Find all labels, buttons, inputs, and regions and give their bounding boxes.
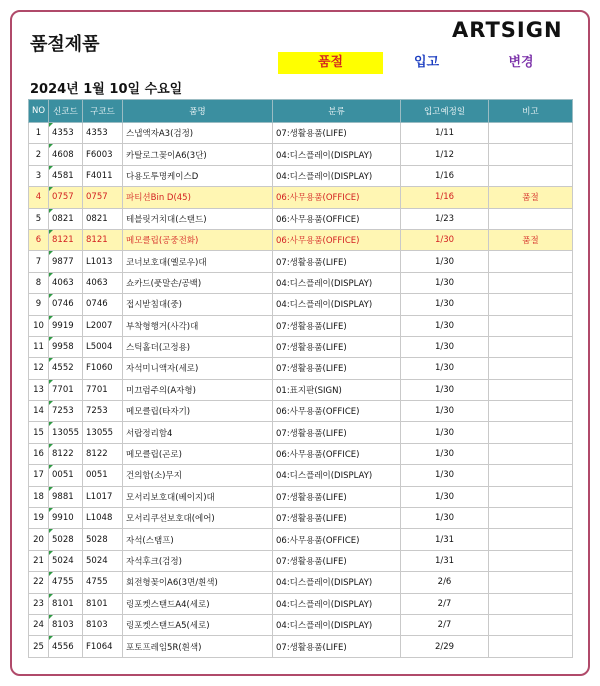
cell-restock-date: 1/30 <box>401 229 489 250</box>
cell-restock-date: 1/30 <box>401 272 489 293</box>
cell-product-name: 모서리쿠션보호대(에어) <box>123 508 273 529</box>
cell-product-name: 서랍정리함4 <box>123 422 273 443</box>
cell-no: 20 <box>29 529 49 550</box>
cell-category: 04:디스플레이(DISPLAY) <box>273 593 401 614</box>
table-row[interactable] <box>29 379 573 400</box>
cell-product-name: 모서리보호대(베이지)대 <box>123 486 273 507</box>
table-row[interactable] <box>29 187 573 208</box>
col-header-no: NO <box>29 100 49 123</box>
cell-no: 15 <box>29 422 49 443</box>
cell-new-code: 5028 <box>49 529 83 550</box>
cell-old-code: 8122 <box>83 443 123 464</box>
cell-old-code: F6003 <box>83 144 123 165</box>
cell-old-code: 5028 <box>83 529 123 550</box>
table-row[interactable] <box>29 508 573 529</box>
cell-old-code: 0821 <box>83 208 123 229</box>
tab-soldout[interactable]: 품절 <box>278 52 383 74</box>
cell-note <box>489 486 573 507</box>
cell-no: 13 <box>29 379 49 400</box>
cell-category: 07:생활용품(LIFE) <box>273 123 401 144</box>
cell-product-name: 링포켓스탠드A5(세로) <box>123 614 273 635</box>
tab-restock[interactable]: 입고 <box>413 55 440 70</box>
cell-new-code: 9919 <box>49 315 83 336</box>
cell-product-name: 회전형꽂이A6(3면/흰색) <box>123 572 273 593</box>
table-row[interactable] <box>29 336 573 357</box>
cell-note <box>489 465 573 486</box>
cell-restock-date: 1/30 <box>401 315 489 336</box>
cell-product-name: 링포켓스탠드A4(세로) <box>123 593 273 614</box>
cell-no: 7 <box>29 251 49 272</box>
cell-no: 23 <box>29 593 49 614</box>
cell-product-name: 메모클립(공중전화) <box>123 229 273 250</box>
cell-category: 04:디스플레이(DISPLAY) <box>273 572 401 593</box>
table-row[interactable] <box>29 401 573 422</box>
cell-category: 04:디스플레이(DISPLAY) <box>273 144 401 165</box>
cell-new-code: 9877 <box>49 251 83 272</box>
cell-restock-date: 1/30 <box>401 465 489 486</box>
cell-note <box>489 379 573 400</box>
cell-category: 07:생활용품(LIFE) <box>273 251 401 272</box>
table-row[interactable] <box>29 229 573 250</box>
cell-restock-date: 1/30 <box>401 251 489 272</box>
cell-new-code: 4552 <box>49 358 83 379</box>
table-row[interactable] <box>29 251 573 272</box>
table-row[interactable] <box>29 294 573 315</box>
cell-old-code: 4353 <box>83 123 123 144</box>
cell-restock-date: 2/6 <box>401 572 489 593</box>
cell-new-code: 4353 <box>49 123 83 144</box>
cell-product-name: 다용도투명케이스D <box>123 165 273 186</box>
cell-new-code: 4755 <box>49 572 83 593</box>
cell-category: 07:생활용품(LIFE) <box>273 422 401 443</box>
cell-restock-date: 1/30 <box>401 401 489 422</box>
tab-change[interactable]: 변경 <box>508 55 534 70</box>
cell-product-name: 메모클립(곤로) <box>123 443 273 464</box>
cell-category: 07:생활용품(LIFE) <box>273 358 401 379</box>
cell-no: 1 <box>29 123 49 144</box>
cell-old-code: L1017 <box>83 486 123 507</box>
cell-product-name: 건의함(소)무지 <box>123 465 273 486</box>
cell-new-code: 4608 <box>49 144 83 165</box>
cell-old-code: 5024 <box>83 550 123 571</box>
cell-product-name: 미끄럼주의(A자형) <box>123 379 273 400</box>
cell-note <box>489 636 573 657</box>
cell-note <box>489 572 573 593</box>
cell-no: 2 <box>29 144 49 165</box>
cell-product-name: 테블릿거치대(스탠드) <box>123 208 273 229</box>
cell-old-code: 7701 <box>83 379 123 400</box>
cell-note <box>489 401 573 422</box>
cell-note: 품절 <box>489 187 573 208</box>
cell-restock-date: 1/30 <box>401 443 489 464</box>
cell-note <box>489 336 573 357</box>
cell-category: 07:생활용품(LIFE) <box>273 336 401 357</box>
table-row[interactable] <box>29 614 573 635</box>
table-row[interactable] <box>29 443 573 464</box>
table-row[interactable] <box>29 358 573 379</box>
cell-new-code: 7701 <box>49 379 83 400</box>
cell-category: 07:생활용품(LIFE) <box>273 550 401 571</box>
cell-note <box>489 208 573 229</box>
cell-no: 18 <box>29 486 49 507</box>
cell-old-code: F4011 <box>83 165 123 186</box>
cell-new-code: 13055 <box>49 422 83 443</box>
cell-category: 06:사무용품(OFFICE) <box>273 208 401 229</box>
cell-category: 06:사무용품(OFFICE) <box>273 443 401 464</box>
cell-no: 14 <box>29 401 49 422</box>
col-header-category: 분류 <box>273 100 401 123</box>
cell-restock-date: 1/30 <box>401 422 489 443</box>
cell-old-code: 13055 <box>83 422 123 443</box>
cell-no: 12 <box>29 358 49 379</box>
cell-note <box>489 443 573 464</box>
cell-note: 품절 <box>489 229 573 250</box>
cell-note <box>489 272 573 293</box>
cell-new-code: 4556 <box>49 636 83 657</box>
cell-new-code: 7253 <box>49 401 83 422</box>
cell-old-code: 4063 <box>83 272 123 293</box>
cell-no: 5 <box>29 208 49 229</box>
cell-note <box>489 550 573 571</box>
cell-category: 06:사무용품(OFFICE) <box>273 187 401 208</box>
cell-note <box>489 508 573 529</box>
cell-category: 04:디스플레이(DISPLAY) <box>273 465 401 486</box>
cell-old-code: L2007 <box>83 315 123 336</box>
cell-new-code: 8101 <box>49 593 83 614</box>
table-row[interactable] <box>29 123 573 144</box>
cell-restock-date: 1/30 <box>401 336 489 357</box>
table-row[interactable] <box>29 636 573 657</box>
cell-new-code: 8122 <box>49 443 83 464</box>
cell-category: 04:디스플레이(DISPLAY) <box>273 614 401 635</box>
cell-product-name: 스냅액자A3(검정) <box>123 123 273 144</box>
cell-old-code: F1064 <box>83 636 123 657</box>
cell-restock-date: 1/30 <box>401 294 489 315</box>
brand-logo: ARTSIGN <box>452 18 563 42</box>
cell-note <box>489 529 573 550</box>
cell-category: 06:사무용품(OFFICE) <box>273 401 401 422</box>
cell-note <box>489 422 573 443</box>
cell-new-code: 0746 <box>49 294 83 315</box>
soldout-table <box>28 99 573 658</box>
cell-no: 6 <box>29 229 49 250</box>
col-header-note: 비고 <box>489 100 573 123</box>
cell-category: 07:생활용품(LIFE) <box>273 636 401 657</box>
cell-no: 3 <box>29 165 49 186</box>
cell-category: 07:생활용품(LIFE) <box>273 508 401 529</box>
cell-product-name: 자석(스탬프) <box>123 529 273 550</box>
table-row[interactable] <box>29 593 573 614</box>
cell-restock-date: 1/31 <box>401 550 489 571</box>
cell-category: 01:표지판(SIGN) <box>273 379 401 400</box>
cell-category: 04:디스플레이(DISPLAY) <box>273 272 401 293</box>
col-header-product-name: 품명 <box>123 100 273 123</box>
cell-new-code: 0821 <box>49 208 83 229</box>
cell-restock-date: 1/30 <box>401 486 489 507</box>
cell-no: 21 <box>29 550 49 571</box>
page-title: 품절제품 <box>30 34 100 55</box>
table-row[interactable] <box>29 529 573 550</box>
table-row[interactable] <box>29 165 573 186</box>
cell-no: 10 <box>29 315 49 336</box>
table-row[interactable] <box>29 422 573 443</box>
cell-old-code: 8103 <box>83 614 123 635</box>
col-header-new-code: 신코드 <box>49 100 83 123</box>
cell-category: 04:디스플레이(DISPLAY) <box>273 294 401 315</box>
cell-new-code: 0757 <box>49 187 83 208</box>
cell-no: 17 <box>29 465 49 486</box>
table-row[interactable] <box>29 272 573 293</box>
cell-old-code: 7253 <box>83 401 123 422</box>
cell-category: 06:사무용품(OFFICE) <box>273 529 401 550</box>
cell-no: 19 <box>29 508 49 529</box>
cell-product-name: 접시받침대(중) <box>123 294 273 315</box>
cell-no: 9 <box>29 294 49 315</box>
table-header-row <box>29 100 573 123</box>
cell-old-code: F1060 <box>83 358 123 379</box>
cell-no: 22 <box>29 572 49 593</box>
cell-old-code: L1048 <box>83 508 123 529</box>
cell-product-name: 코너보호대(옐로우)대 <box>123 251 273 272</box>
cell-new-code: 8121 <box>49 229 83 250</box>
cell-old-code: L5004 <box>83 336 123 357</box>
table-row[interactable] <box>29 550 573 571</box>
cell-note <box>489 165 573 186</box>
cell-product-name: 부착형행거(사각)대 <box>123 315 273 336</box>
cell-note <box>489 144 573 165</box>
cell-restock-date: 1/11 <box>401 123 489 144</box>
col-header-old-code: 구코드 <box>83 100 123 123</box>
cell-old-code: 0051 <box>83 465 123 486</box>
cell-restock-date: 1/16 <box>401 165 489 186</box>
cell-restock-date: 1/30 <box>401 508 489 529</box>
cell-restock-date: 1/30 <box>401 379 489 400</box>
cell-note <box>489 294 573 315</box>
cell-product-name: 쇼카드(풋말손/공백) <box>123 272 273 293</box>
cell-note <box>489 315 573 336</box>
cell-old-code: 0746 <box>83 294 123 315</box>
table-row[interactable] <box>29 144 573 165</box>
cell-product-name: 자석미니액자(세로) <box>123 358 273 379</box>
table-row[interactable] <box>29 315 573 336</box>
cell-old-code: L1013 <box>83 251 123 272</box>
cell-note <box>489 358 573 379</box>
cell-restock-date: 2/29 <box>401 636 489 657</box>
cell-restock-date: 2/7 <box>401 614 489 635</box>
cell-old-code: 4755 <box>83 572 123 593</box>
cell-category: 06:사무용품(OFFICE) <box>273 229 401 250</box>
cell-restock-date: 1/16 <box>401 187 489 208</box>
cell-note <box>489 251 573 272</box>
cell-no: 25 <box>29 636 49 657</box>
cell-category: 07:생활용품(LIFE) <box>273 315 401 336</box>
cell-new-code: 9881 <box>49 486 83 507</box>
cell-old-code: 8101 <box>83 593 123 614</box>
cell-new-code: 9910 <box>49 508 83 529</box>
cell-category: 07:생활용품(LIFE) <box>273 486 401 507</box>
cell-restock-date: 1/30 <box>401 358 489 379</box>
cell-note <box>489 614 573 635</box>
cell-new-code: 8103 <box>49 614 83 635</box>
cell-restock-date: 1/31 <box>401 529 489 550</box>
cell-new-code: 0051 <box>49 465 83 486</box>
cell-product-name: 메모클립(타자기) <box>123 401 273 422</box>
cell-no: 4 <box>29 187 49 208</box>
cell-restock-date: 1/12 <box>401 144 489 165</box>
cell-product-name: 카탈로그꽂이A6(3단) <box>123 144 273 165</box>
cell-no: 24 <box>29 614 49 635</box>
cell-category: 04:디스플레이(DISPLAY) <box>273 165 401 186</box>
cell-old-code: 8121 <box>83 229 123 250</box>
cell-restock-date: 2/7 <box>401 593 489 614</box>
cell-old-code: 0757 <box>83 187 123 208</box>
cell-product-name: 자석후크(검정) <box>123 550 273 571</box>
table-row[interactable] <box>29 572 573 593</box>
report-date: 2024년 1월 10일 수요일 <box>30 82 183 97</box>
cell-new-code: 4063 <box>49 272 83 293</box>
cell-new-code: 5024 <box>49 550 83 571</box>
table-row[interactable] <box>29 486 573 507</box>
cell-note <box>489 593 573 614</box>
cell-product-name: 포토프레임5R(흰색) <box>123 636 273 657</box>
table-row[interactable] <box>29 465 573 486</box>
cell-new-code: 9958 <box>49 336 83 357</box>
cell-new-code: 4581 <box>49 165 83 186</box>
cell-note <box>489 123 573 144</box>
cell-no: 11 <box>29 336 49 357</box>
col-header-restock-date: 입고예정일 <box>401 100 489 123</box>
cell-no: 8 <box>29 272 49 293</box>
cell-restock-date: 1/23 <box>401 208 489 229</box>
table-row[interactable] <box>29 208 573 229</box>
cell-product-name: 스틱홀더(고정용) <box>123 336 273 357</box>
cell-product-name: 파티션Bin D(45) <box>123 187 273 208</box>
cell-no: 16 <box>29 443 49 464</box>
